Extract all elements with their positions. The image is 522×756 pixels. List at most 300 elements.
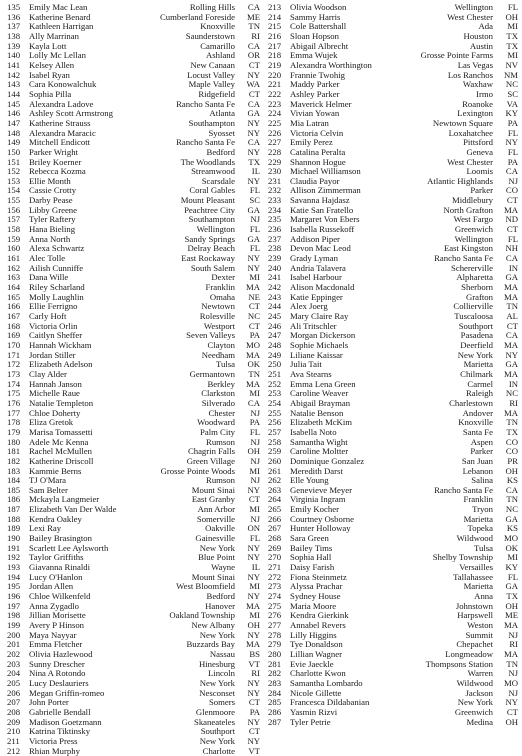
entry-state: NY [247,591,260,602]
entry-number: 244 [268,301,282,312]
entry-city: Green Village [186,455,235,466]
entry-city: Grafton [465,291,493,302]
entry-city: Wellington [454,2,493,12]
entry-state: CT [506,706,518,717]
entry-state: NM [504,69,518,80]
entry-state: MA [246,378,260,389]
entry-state: KY [505,108,518,119]
entry-city: Somers [208,697,235,708]
entry-state: FL [249,533,260,544]
entry-number: 282 [268,668,282,679]
entry-number: 273 [268,581,282,592]
entry-number: 160 [7,243,21,254]
entry-city: Aspen [470,436,493,447]
entry-name: Alec Tolle [29,253,66,264]
entry-city: Wellington [196,224,235,235]
entry-name: Claudia Payor [290,175,340,186]
entry-number: 185 [7,484,21,495]
entry-number: 236 [268,224,282,235]
entry-city: Tulsa [216,359,235,370]
entry-name: Catalina Peralta [290,146,346,157]
entry-number: 210 [7,726,21,737]
entry-name: Caroline Moltter [290,446,349,457]
entry-number: 153 [7,175,21,186]
entry-number: 254 [268,397,282,408]
entry-city: Marietta [463,513,493,524]
entry-city: Westport [203,320,235,331]
entry-city: Alpharetta [456,272,493,283]
entry-city: Atlantic Highlands [427,175,493,186]
entry-city: Mount Sinai [191,484,235,495]
entry-state: IN [508,378,518,389]
entry-state: NV [505,59,518,70]
entry-state: VT [248,658,260,669]
entry-name: Katherine Driscoll [29,455,94,466]
entry-name: Alex Joerg [290,301,328,312]
entry-state: NE [248,291,260,302]
entry-city: Gainesville [195,533,235,544]
entry-name: Kendra Gierkink [290,610,349,621]
entry-name: Lexi Ray [29,523,62,534]
entry-city: Berkley [207,378,235,389]
entry-name: Kelsey Allen [29,59,75,70]
entry-state: KY [505,562,518,573]
entry-state: NC [505,79,518,90]
entry-name: Sammy Harris [290,11,341,22]
entry-city: The Woodlands [180,156,235,167]
entry-number: 147 [7,117,21,128]
entry-name: Hana Bieling [29,224,76,235]
entry-city: Greenwich [454,224,493,235]
entry-city: Scarsdale [201,175,235,186]
entry-state: CT [248,697,260,708]
entry-state: NJ [250,455,260,466]
entry-number: 271 [268,562,282,573]
entry-number: 161 [7,253,21,264]
entry-number: 193 [7,562,21,573]
entry-city: Silverado [201,397,235,408]
entry-state: TN [506,301,518,312]
entry-city: Clayton [207,339,235,350]
entry-city: Shelby Township [432,552,493,563]
entry-state: TN [248,368,260,379]
entry-number: 215 [268,21,282,32]
entry-city: Irmo [476,88,493,99]
entry-number: 140 [7,50,21,61]
entry-name: Emily Kocher [290,504,339,515]
entry-number: 198 [7,610,21,621]
entry-number: 224 [268,108,282,119]
entry-city: Santa Fe [462,426,493,437]
entry-city: Schererville [451,262,493,273]
entry-name: Molly Laughlin [29,291,84,302]
entry-city: Weston [467,620,493,630]
entry-city: Geneva [466,146,493,157]
entry-number: 226 [268,127,282,138]
entry-number: 250 [268,359,282,370]
entry-number: 192 [7,552,21,563]
entry-name: Mia Latran [290,117,329,128]
entry-name: Ellie Month [29,175,71,186]
entry-name: Isabella Russekoff [290,224,355,235]
entry-city: Cumberland Foreside [159,11,235,22]
entry-number: 261 [268,465,282,476]
entry-name: Caitlyn Sheffer [29,330,83,341]
entry-name: Genevieve Meyer [290,484,352,495]
entry-city: Rancho Santa Fe [176,98,235,109]
entry-city: Pittsford [463,137,493,148]
entry-state: FL [249,224,260,235]
entry-city: East Granby [191,494,235,505]
entry-state: IL [251,562,260,573]
entry-state: MI [249,504,260,515]
entry-name: Rhian Murphy [29,745,80,756]
entry-name: Emma Lena Green [290,378,356,389]
entry-city: Chester [208,407,235,418]
entry-city: Glenmoore [195,706,235,717]
entry-number: 171 [7,349,21,360]
entry-state: BS [249,648,260,659]
entry-name: Alexandra Ladove [29,98,94,109]
entry-name: Sunny Drescher [29,658,85,669]
entry-number: 283 [268,677,282,688]
entry-name: Mitchell Endicott [29,137,91,148]
entry-city: Palm City [200,426,235,437]
entry-number: 267 [268,523,282,534]
roster-row [7,737,260,747]
entry-name: Scarlett Lee Aylsworth [29,542,109,553]
entry-number: 155 [7,195,21,206]
entry-number: 173 [7,368,21,379]
entry-number: 208 [7,706,21,717]
entry-city: Greenwich [454,706,493,717]
roster-row [268,718,518,728]
entry-number: 181 [7,446,21,457]
entry-number: 179 [7,426,21,437]
entry-number: 163 [7,272,21,283]
entry-number: 230 [268,166,282,177]
entry-name: Nicole Gillette [290,687,342,698]
entry-city: San Juan [461,455,493,466]
entry-name: Dominique Gonzalez [290,455,365,466]
entry-number: 213 [268,2,282,12]
entry-city: Mount Pleasant [180,195,235,206]
entry-state: CA [247,397,260,408]
entry-number: 164 [7,282,21,293]
entry-number: 209 [7,716,21,727]
entry-name: Elizabeth McKim [290,417,353,428]
entry-state: NY [247,262,260,273]
entry-number: 276 [268,610,282,621]
entry-state: NJ [508,175,518,186]
entry-state: KS [506,523,518,534]
entry-state: PA [507,117,518,128]
entry-number: 203 [7,658,21,669]
entry-name: Darby Pease [29,195,73,206]
entry-state: CT [248,726,260,737]
entry-number: 259 [268,446,282,457]
entry-number: 146 [7,108,21,119]
entry-state: CT [248,494,260,505]
entry-city: South Salem [190,262,235,273]
entry-state: CT [248,88,260,99]
entry-state: CA [247,40,260,51]
entry-state: MI [249,581,260,592]
entry-name: Annabel Revers [290,620,346,630]
entry-name: Samantha Wight [290,436,348,447]
entry-name: Katrina Tiktinsky [29,726,91,737]
entry-number: 266 [268,513,282,524]
entry-name: Madison Goetzmann [29,716,102,727]
entry-number: 201 [7,639,21,650]
entry-number: 240 [268,262,282,273]
entry-name: Liliane Kaissar [290,349,343,360]
entry-state: FL [507,571,518,582]
entry-name: Allison Zimmerman [290,185,361,196]
entry-number: 167 [7,311,21,321]
entry-city: Thompsons Station [425,658,493,669]
entry-number: 286 [268,706,282,717]
entry-name: Dana Wille [29,272,69,283]
entry-number: 139 [7,40,21,51]
entry-number: 285 [268,697,282,708]
entry-city: Tuscaloosa [454,311,493,321]
entry-number: 278 [268,629,282,640]
entry-city: Somerville [196,513,235,524]
entry-state: MI [249,465,260,476]
entry-city: Knoxville [200,21,235,32]
entry-name: Lucy Deslauriers [29,677,89,688]
entry-number: 176 [7,397,21,408]
entry-number: 235 [268,214,282,225]
entry-city: North Grafton [443,204,493,215]
entry-number: 182 [7,455,21,466]
entry-city: Tallahassee [453,571,493,582]
entry-number: 137 [7,21,21,32]
entry-city: Versailles [459,562,493,573]
entry-number: 145 [7,98,21,109]
entry-name: Rachel McMullen [29,446,92,457]
entry-number: 194 [7,571,21,582]
entry-state: NY [247,117,260,128]
entry-city: Middlebury [451,195,493,206]
entry-state: TN [248,21,260,32]
entry-city: Rancho Santa Fe [434,484,493,495]
entry-number: 187 [7,504,21,515]
entry-city: Lebanon [462,465,493,476]
entry-number: 262 [268,475,282,486]
entry-city: Atlanta [209,108,235,119]
entry-state: NY [505,137,518,148]
entry-number: 166 [7,301,21,312]
entry-number: 268 [268,533,282,544]
entry-city: Bedford [206,146,235,157]
entry-state: VA [506,98,518,109]
entry-number: 177 [7,407,21,418]
entry-city: Charlestown [449,397,493,408]
entry-name: Hunter Holloway [290,523,351,534]
entry-number: 180 [7,436,21,447]
entry-city: Streamwood [191,166,235,177]
entry-number: 204 [7,668,21,679]
entry-number: 165 [7,291,21,302]
entry-number: 260 [268,455,282,466]
entry-number: 241 [268,272,282,283]
entry-name: Cole Battershall [290,21,347,32]
entry-city: Saunderstown [185,30,235,41]
entry-name: Tyler Petrie [290,716,331,727]
entry-name: Victoria Celvin [290,127,344,138]
entry-state: MA [504,648,518,659]
entry-number: 269 [268,542,282,553]
entry-city: Harpswell [457,610,493,621]
entry-state: CA [247,2,260,12]
entry-name: Olivia Hazlewood [29,648,93,659]
entry-name: Ally Marrinan [29,30,79,41]
entry-state: TX [506,591,518,602]
entry-state: ME [504,610,518,621]
entry-number: 228 [268,146,282,157]
entry-name: Isabella Noto [290,426,337,437]
entry-state: MA [504,339,518,350]
entry-state: OH [505,11,518,22]
entry-city: Wellington [454,233,493,244]
roster-row [7,747,260,756]
entry-name: Katie Eppinger [290,291,343,302]
entry-number: 135 [7,2,21,12]
entry-name: Libby Greene [29,204,78,215]
entry-state: MA [504,291,518,302]
entry-city: Franklin [205,282,235,293]
entry-name: Maya Nayyar [29,629,77,640]
entry-city: Bedford [206,591,235,602]
entry-name: Emma Fletcher [29,639,83,650]
entry-state: CA [505,253,518,264]
entry-state: GA [247,108,260,119]
entry-state: MA [504,204,518,215]
entry-name: Francesca Dildabanian [290,697,370,708]
entry-city: Summit [465,629,493,640]
entry-state: NJ [250,436,260,447]
entry-number: 217 [268,40,282,51]
entry-city: Parker [470,446,493,457]
entry-number: 172 [7,359,21,370]
entry-name: Bailey Brasington [29,533,92,544]
entry-name: Avery P Hinson [29,620,85,630]
entry-city: New York [199,735,235,746]
entry-number: 196 [7,591,21,602]
entry-state: NH [505,243,518,254]
entry-city: Marietta [463,359,493,370]
entry-name: Kayla Lott [29,40,67,51]
entry-name: John Porter [29,697,69,708]
entry-name: Kendra Oakley [29,513,82,524]
entry-state: FL [249,185,260,196]
entry-number: 206 [7,687,21,698]
entry-name: Anna North [29,233,71,244]
entry-name: Jillian Morisette [29,610,86,621]
entry-city: Newtown Square [432,117,493,128]
entry-city: Franklin [463,494,493,505]
entry-name: Taylor Griffiths [29,552,84,563]
entry-name: Victoria Press [29,735,78,746]
entry-city: Lexington [457,108,493,119]
entry-number: 234 [268,204,282,215]
entry-city: Wildwood [456,533,493,544]
entry-city: Southport [200,726,235,737]
entry-city: Wildwood [456,677,493,688]
entry-name: Tyler Raftery [29,214,76,225]
entry-state: NY [247,571,260,582]
entry-number: 237 [268,233,282,244]
entry-state: CT [506,224,518,235]
entry-city: Peachtree City [184,204,235,215]
entry-state: MI [249,272,260,283]
entry-state: NY [247,716,260,727]
entry-city: Grosse Pointe Woods [160,465,235,476]
entry-number: 263 [268,484,282,495]
entry-city: New Albany [191,620,235,630]
entry-number: 239 [268,253,282,264]
entry-name: Sam Belter [29,484,68,495]
entry-city: New York [457,697,493,708]
entry-state: OK [247,359,260,370]
entry-state: RI [509,639,518,650]
entry-city: Coral Gables [189,185,235,196]
entry-name: Megan Griffin-romeo [29,687,105,698]
entry-state: CT [248,301,260,312]
entry-name: Marisa Tomassetti [29,426,93,437]
entry-state: GA [505,359,518,370]
entry-state: NY [247,542,260,553]
entry-number: 188 [7,513,21,524]
entry-name: Carly Hoft [29,311,67,321]
entry-city: Ada [478,21,493,32]
entry-city: Salina [471,475,493,486]
entry-city: Deerfield [460,339,493,350]
entry-city: Nesconset [199,687,235,698]
entry-city: Grosse Pointe Farms [420,50,493,61]
entry-state: CA [505,484,518,495]
entry-number: 219 [268,59,282,70]
entry-number: 231 [268,175,282,186]
entry-name: Julia Tait [290,359,322,370]
entry-name: Chloe Doherty [29,407,81,418]
entry-number: 162 [7,262,21,273]
entry-name: Michelle Raue [29,388,80,399]
entry-state: NJ [250,475,260,486]
entry-state: MI [249,610,260,621]
entry-number: 149 [7,137,21,148]
entry-number: 195 [7,581,21,592]
entry-city: Las Vegas [457,59,493,70]
entry-state: OR [247,50,260,61]
entry-name: Lucy O'Hanlon [29,571,83,582]
entry-state: MO [246,339,260,350]
entry-number: 151 [7,156,21,167]
entry-state: SC [249,195,260,206]
entry-state: WA [246,79,260,90]
entry-number: 170 [7,339,21,350]
entry-number: 281 [268,658,282,669]
entry-state: IL [251,166,260,177]
entry-number: 189 [7,523,21,534]
entry-city: Needham [201,349,235,360]
entry-name: Sophia Pilla [29,88,72,99]
entry-city: Wayne [211,562,235,573]
entry-number: 211 [7,735,20,746]
entry-name: Bailey Tims [290,542,333,553]
